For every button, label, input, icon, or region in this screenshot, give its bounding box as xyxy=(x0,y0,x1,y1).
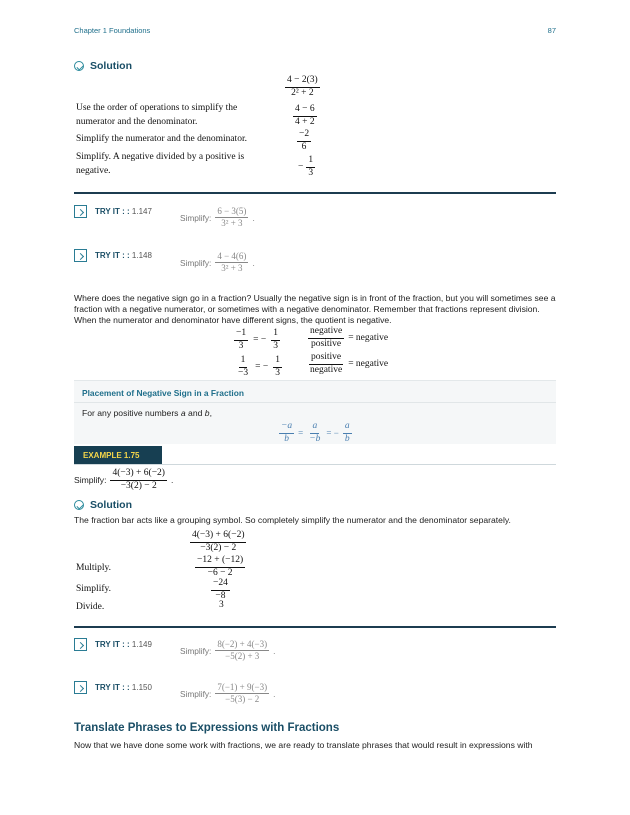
try-it-1149-problem: Simplify: $\frac{8(-2) + 4(-3)}{-5(2) + 3}$ . xyxy=(180,639,276,662)
chapter-title: Chapter 1 Foundations xyxy=(74,26,151,35)
intro-paragraph: Where does the negative sign go in a fraction? Usually the negative sign is in front of the fraction, but you will sometimes see a fraction with a negative numerator, or sometimes with a negative denominator. Remember that fractions represent division. When the numerator and denominator have different signs, the quotient is negative. xyxy=(74,293,556,325)
chevron-right-icon[interactable] xyxy=(74,638,87,651)
step-expression: $\frac{-12 + (-12)}{-6 - 2}$ xyxy=(197,555,244,578)
solution-heading: Solution xyxy=(74,499,132,511)
step-text: Use the order of operations to simplify the numerator and the denominator. xyxy=(76,103,238,127)
step-expression: $\frac{4 - 6}{4 + 2}$ xyxy=(295,104,315,127)
section-text: Now that we have done some work with fractions, we are ready to translate phrases that would result in expressions with xyxy=(74,740,533,750)
section-title: Translate Phrases to Expressions with Fractions xyxy=(74,722,340,734)
sign-example-row: $\frac{1}{-3}$ = − $\frac{1}{3}$ xyxy=(238,355,280,378)
try-it-1148-problem: Simplify: $\frac{4 - 4(6)}{\text{3² + 3}}$ . xyxy=(180,251,255,274)
solution1-expression: $\frac{4 - 2(3)}{\text{2² + 2}}$ xyxy=(287,75,318,98)
feature-formula: $\frac{-a}{b}$ = $\frac{a}{-b}$ = − $\frac{a}{b}$ xyxy=(281,421,350,444)
feature-title: Placement of Negative Sign in a Fraction xyxy=(82,388,244,398)
sign-example-words: $\frac{\text{positive}}{\text{negative}}$ = negative xyxy=(310,352,389,375)
step-expression: $\frac{-24}{-8}$ xyxy=(213,578,228,601)
solution-heading: Solution xyxy=(74,60,132,72)
try-it-1147: TRY IT : : 1.147 xyxy=(74,205,152,218)
chevron-right-icon[interactable] xyxy=(74,205,87,218)
check-circle-icon xyxy=(74,500,84,510)
try-it-1147-problem: Simplify: $\frac{6 - 3(5)}{\text{3² + 3}}$ . xyxy=(180,206,255,229)
feature-box xyxy=(74,380,556,444)
example-problem: Simplify: $\frac{4(-3) + 6(-2)}{-3(2) - 2}$ . xyxy=(74,468,174,491)
step-text: Simplify. xyxy=(76,584,112,594)
step-text: Divide. xyxy=(76,602,105,612)
feature-body: For any positive numbers a and b, xyxy=(82,408,212,418)
step-text: Simplify. A negative divided by a positive is negative. xyxy=(76,152,245,176)
try-it-1148: TRY IT : : 1.148 xyxy=(74,249,152,262)
divider xyxy=(74,626,556,628)
example-label: EXAMPLE 1.75 xyxy=(74,446,162,464)
step-expression: $\frac{-2}{6}$ xyxy=(299,129,310,152)
page-header xyxy=(74,26,556,36)
try-it-1149: TRY IT : : 1.149 xyxy=(74,638,152,651)
check-circle-icon xyxy=(74,61,84,71)
chevron-right-icon[interactable] xyxy=(74,249,87,262)
step-text: Multiply. xyxy=(76,563,112,573)
step-value: 3 xyxy=(219,600,224,610)
sign-example-row: $\frac{-1}{3}$ = − $\frac{1}{3}$ xyxy=(236,328,278,351)
try-it-1150-problem: Simplify: $\frac{7(-1) + 9(-3)}{-5(3) - 2}$ . xyxy=(180,682,276,705)
step-text: Simplify the numerator and the denominator. xyxy=(76,134,247,144)
sign-example-words: $\frac{\text{negative}}{\text{positive}}$ = negative xyxy=(310,326,389,349)
example-rule xyxy=(74,464,556,465)
step-expression: − $\frac{1}{3}$ xyxy=(298,155,314,178)
divider xyxy=(74,192,556,194)
solution-intro: The fraction bar acts like a grouping symbol. So completely simplify the numerator and the denominator separately. xyxy=(74,515,511,525)
chevron-right-icon[interactable] xyxy=(74,681,87,694)
try-it-1150: TRY IT : : 1.150 xyxy=(74,681,152,694)
page-number: 87 xyxy=(547,26,556,35)
solution2-expression: $\frac{4(-3) + 6(-2)}{-3(2) - 2}$ xyxy=(192,530,245,553)
